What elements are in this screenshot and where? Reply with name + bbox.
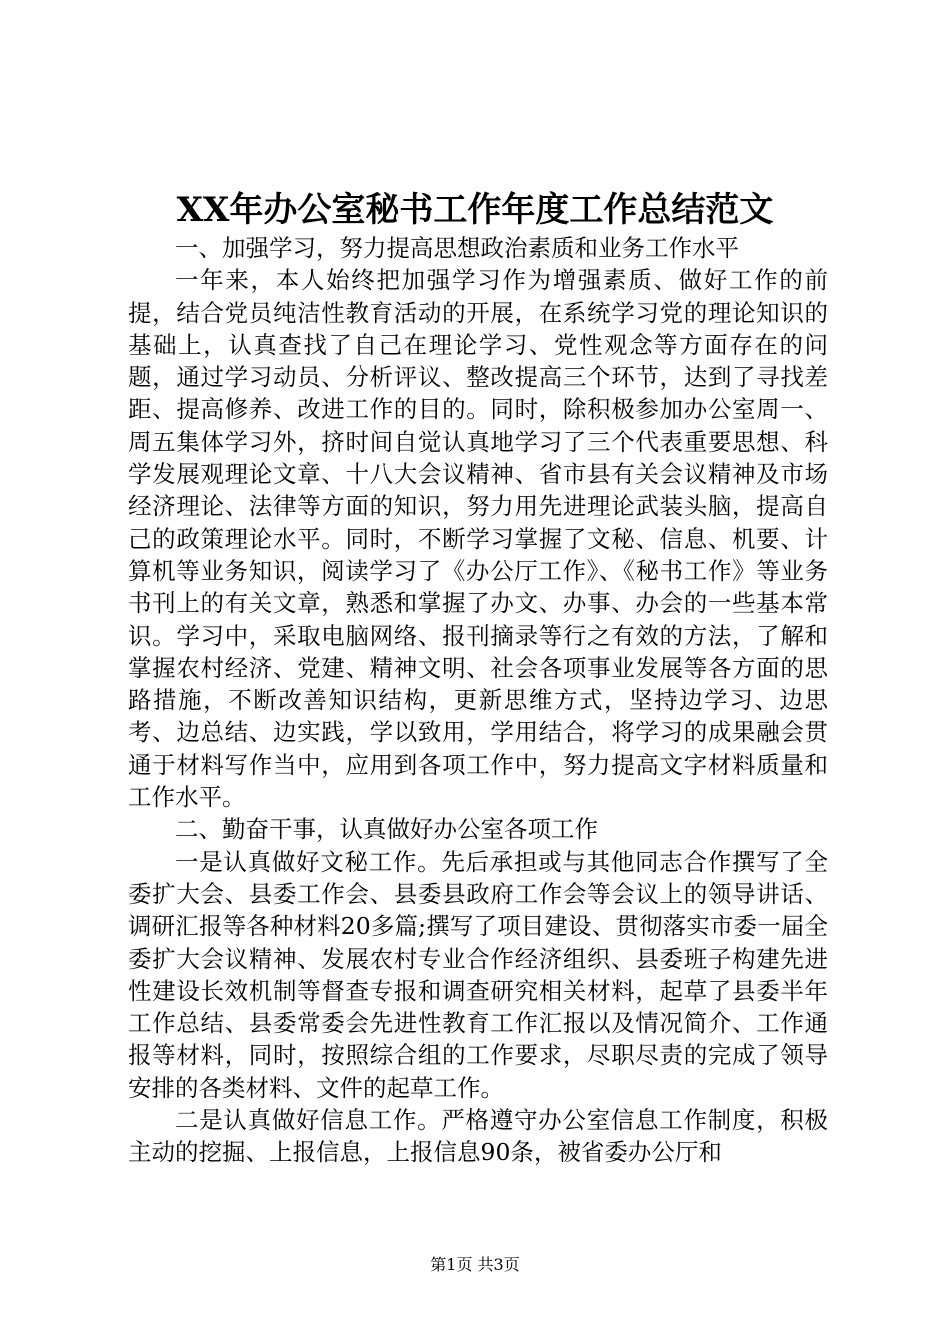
section-heading-2: 二、勤奋干事，认真做好办公室各项工作 — [175, 815, 598, 844]
document-body — [128, 232, 828, 1169]
body-paragraph: 一年来，本人始终把加强学习作为增强素质、做好工作的前提，结合党员纯洁性教育活动的开展，在系统学习党的理论知识的基础上，认真查找了自己在理论学习、党性观念等方面存在的问题，通过学习动员、分析评议、整改提高三个环节，达到了寻找差距、提高修养、改进工作的目的。同时，除积极参加办公室周一、周五集体学习外，挤时间自觉认真地学习了三个代表重要思想、科学发展观理论文章、十八大会议精神、省市县有关会议精神及市场经济理论、法律等方面的知识，努力用先进理论武装头脑，提高自己的政策理论水平。同时，不断学习掌握了文秘、信息、机要、计算机等业务知识，阅读学习了《办公厅工作》、《秘书工作》等业务书刊上的有关文章，熟悉和掌握了办文、办事、办会的一些基本常识。学习中，采取电脑网络、报刊摘录等行之有效的方法，了解和掌握农村经济、党建、精神文明、社会各项事业发展等各方面的思路措施，不断改善知识结构，更新思维方式，坚持边学习、边思考、边总结、边实践，学以致用，学用结合，将学习的成果融会贯通于材料写作当中，应用到各项工作中，努力提高文字材料质量和工作水平。 — [128, 266, 828, 812]
document-title: XX年办公室秘书工作年度工作总结范文 — [176, 190, 774, 230]
page-footer: 第1页 共3页 — [430, 1255, 520, 1274]
body-paragraph: 一是认真做好文秘工作。先后承担或与其他同志合作撰写了全委扩大会、县委工作会、县委县政府工作会等会议上的领导讲话、调研汇报等各种材料20多篇;撰写了项目建设、贯彻落实市委一届全委扩大会议精神、发展农村专业合作经济组织、县委班子构建先进性建设长效机制等督查专报和调查研究相关材料，起草了县委半年工作总结、县委常委会先进性教育工作汇报以及情况简介、工作通报等材料，同时，按照综合组的工作要求，尽职尽责的完成了领导安排的各类材料、文件的起草工作。 — [128, 847, 828, 1102]
body-paragraph: 二是认真做好信息工作。严格遵守办公室信息工作制度，积极主动的挖掘、上报信息，上报信息90条，被省委办公厅和 — [128, 1106, 828, 1167]
section-heading-1: 一、加强学习，努力提高思想政治素质和业务工作水平 — [175, 234, 739, 262]
